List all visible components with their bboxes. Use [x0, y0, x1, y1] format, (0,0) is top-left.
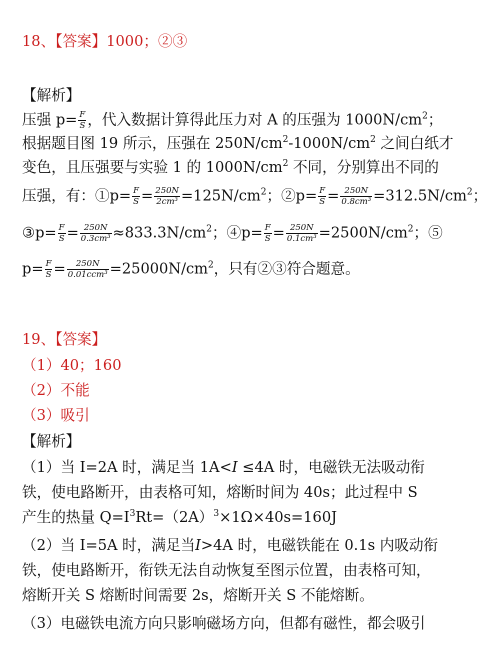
q19-analysis-p3-line-1: （3）电磁铁电流方向只影响磁场方向，但都有磁性，都会吸引 — [22, 615, 426, 632]
fraction-value-3: $\frac{250N}{\text{0.3cm³}}$ — [80, 223, 111, 244]
fraction-value-2: $\frac{250N}{\text{0.8cm³}}$ — [341, 186, 372, 207]
q19-analysis-p1-line-2: 铁，使电路断开，由表格可知，熔断时间为 40s；此过程中 S — [22, 484, 418, 501]
q18-analysis-line-6: p= $\frac{F}{S}$ = $\frac{250N}{\text{0.01ccm³}}$ $=25000N/cm^2$，只有②③符合题意。 — [22, 259, 360, 280]
q18-analysis-line-4: 压强，有：①p= $\frac{F}{S}$ = $\frac{250N}{\text{2cm³}}$ $=125N/cm^2$；②p= $\frac{F}{S}$ = $\frac{250N}{\text{0.8cm³}}$ $=312.5N/cm^2$； — [22, 186, 487, 207]
fraction-f-over-s: $\frac{F}{S}$ — [45, 259, 52, 280]
q19-analysis-p1-line-1: （1）当 I=2A 时，满足当 1A<I ≤4A 时，电磁铁无法吸动衔 — [22, 459, 425, 476]
q18-analysis-line-5: ③p= $\frac{F}{S}$ = $\frac{250N}{\text{0.3cm³}}$ $\approx 833.3N/cm^2$；④p= $\frac{F}{S}$ = $\frac{250N}{\text{0.1cm³}}$ $=2500N/cm^2$；⑤ — [22, 223, 443, 244]
q18-analysis-label: 【解析】 — [22, 87, 81, 104]
q19-answer-3: （3）吸引 — [22, 407, 90, 424]
q18-analysis-line-1: 压强 p= $\frac{F}{S}$ ，代入数据计算得此压力对 A 的压强为 $1000N/cm^2$； — [22, 110, 443, 131]
q19-analysis-p2-line-3: 熔断开关 S 熔断时间需要 2s，熔断开关 S 不能熔断。 — [22, 587, 374, 604]
q18-analysis-line-3: 变色，且压强要与实验 1 的 $1000N/cm^2$ 不同，分别算出不同的 — [22, 159, 439, 176]
fraction-f-over-s: $\frac{F}{S}$ — [264, 223, 271, 244]
q19-answer-1: （1）40；160 — [22, 357, 122, 374]
q19-answer-2: （2）不能 — [22, 382, 90, 399]
fraction-f-over-s: $\frac{F}{S}$ — [79, 110, 86, 131]
q19-analysis-label: 【解析】 — [22, 433, 81, 450]
fraction-value-1: $\frac{250N}{\text{2cm³}}$ — [155, 186, 179, 207]
fraction-f-over-s: $\frac{F}{S}$ — [133, 186, 140, 207]
text: ，代入数据计算得此压力对 A 的压强为 1000N/cm — [87, 111, 423, 129]
text: 压强 p= — [22, 111, 78, 129]
q19-answer-header: 19、【答案】 — [22, 331, 107, 348]
q19-analysis-p2-line-1: （2）当 I=5A 时，满足当I>4A 时，电磁铁能在 0.1s 内吸动衔 — [22, 537, 439, 554]
q18-answer-header: 18、【答案】1000；②③ — [22, 33, 188, 50]
fraction-f-over-s: $\frac{F}{S}$ — [319, 186, 326, 207]
fraction-value-4: $\frac{250N}{\text{0.1cm³}}$ — [286, 223, 317, 244]
q19-analysis-p1-line-3: 产生的热量 $Q=I^3Rt=(2A)^3\times 1\Omega\times 40s=160J$ — [22, 509, 337, 526]
q18-analysis-line-2: 根据题目图 19 所示，压强在 $250N/cm^2-1000N/cm^2$ 之间白纸才 — [22, 135, 454, 152]
fraction-f-over-s: $\frac{F}{S}$ — [58, 223, 65, 244]
fraction-value-5: $\frac{250N}{\text{0.01ccm³}}$ — [67, 259, 108, 280]
q19-analysis-p2-line-2: 铁，使电路断开，衔铁无法自动恢复至图示位置，由表格可知， — [22, 562, 431, 579]
